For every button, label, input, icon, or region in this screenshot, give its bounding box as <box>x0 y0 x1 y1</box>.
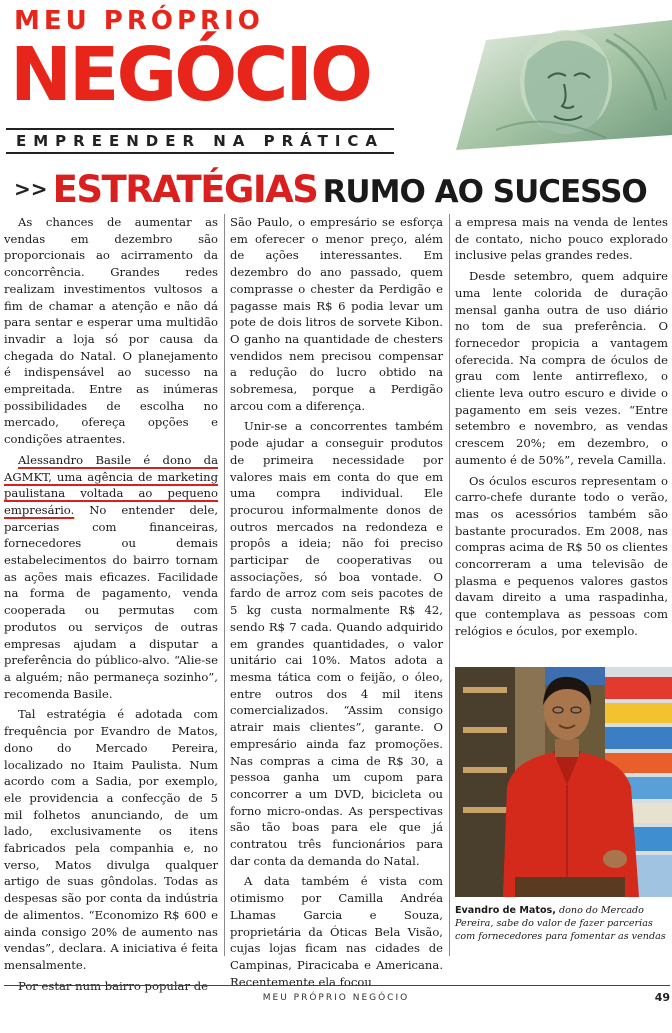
page-number: 49 <box>654 991 670 1004</box>
paragraph: Os óculos escuros representam o carro-chefe durante todo o verão, mas os acessórios também são bastante procurados. Em 2008, nas compras acima de R$ 50 os clientes concorreram a uma televisão de plasma e pequenos valores gastos davam direito a uma raspadinha, que contemplava as pessoas com relógios e óculos, por exemplo. <box>455 473 668 638</box>
shopkeeper-photo <box>455 667 672 897</box>
article-column-2 <box>230 214 443 990</box>
logo-tagline: EMPREENDER NA PRÁTICA <box>16 132 385 150</box>
caption-name: Evandro de Matos, <box>455 905 556 916</box>
paragraph: São Paulo, o empresário se esforça em oferecer o menor preço, além de ações interessantes. Em dezembro do ano passado, quem comprasse o chester da Perdigão e pagasse mais R$ 6 podia levar um pote de dois litros de sorvete Kibon. O ganho na quantidade de chesters vendidos nem precisou compensar a redução do lucro obtido na sobremesa, porque a Perdigão arcou com a diferença. <box>230 215 443 413</box>
magazine-logo <box>6 4 394 148</box>
logo-top-line: MEU PRÓPRIO <box>14 6 264 36</box>
footer-rule <box>4 985 670 986</box>
photo-caption <box>455 904 670 943</box>
article-headline <box>14 168 664 218</box>
paragraph <box>4 452 218 703</box>
paragraph: a empresa mais na venda de lentes de contato, nicho pouco explorado inclusive pelas grandes redes. <box>455 215 668 263</box>
paragraph: A data também é vista com otimismo por Camilla Andréa Lhamas Garcia e Souza, proprietária da Óticas Bela Visão, cujas lojas ficam nas cidades de Campinas, Piracicaba e Americana. Recentemente ela focou <box>230 874 443 989</box>
paragraph: Unir-se a concorrentes também pode ajudar a conseguir produtos de primeira necessidade por valores mais em conta do que em uma compra individual. Ele procurou informalmente donos de outros mercados na redondeza e propôs a ideia; não foi preciso participar de cooperativas ou associações, só boa vontade. O fardo de arroz com seis pacotes de 5 kg custa normalmente R$ 42, sendo R$ 7 cada. Quando adquirido em grandes quantidades, o valor unitário cai 10%. Matos adota a mesma tática com o feijão, o óleo, entre outros dos 4 mil itens comercializados. “Assim consigo atrair mais clientes”, garante. O empresário ainda faz promoções. Nas compras a cima de R$ 30, a pessoa ganha um cupom para concorrer a um DVD, bicicleta ou forno micro-ondas. As perspectivas são tão boas para ele que já contratou três funcionários para dar conta da demanda do Natal. <box>230 419 443 868</box>
logo-rule-top <box>6 128 394 130</box>
paragraph: Tal estratégia é adotada com frequência por Evandro de Matos, dono do Mercado Pereira, localizado no Itaim Paulista. Num acordo com a Sadia, por exemplo, ele providencia a confecção de 5 mil folhetos anunciando, de um lado, exclusivamente os itens fabricados pela companhia e, no verso, Matos divulga qualquer artigo de suas gôndolas. Todas as despesas são por conta da indústria de alimentos. “Economizo R$ 600 e ainda consigo 20% de aumento nas vendas”, declara. A iniciativa é feita mensalmente. <box>4 707 218 972</box>
column-divider <box>449 214 450 956</box>
caption-text: dono do Mercado Pereira, sabe do valor de fazer parcerias com fornecedores para fomentar as vendas <box>455 905 666 942</box>
paragraph-continuation: No entender dele, parcerias com financeiras, fornecedores ou demais estabelecimentos do bairro tornam as ações mais eficazes. Facilidade na forma de pagamento, venda cooperada ou permutas com produtos ou serviços de outras empresas ajudam a disputar a preferência do público-alvo. “Alie-se a alguém; não permaneça sozinho”, recomenda Basile. <box>4 502 218 701</box>
logo-main-word: NEGÓCIO <box>10 32 370 118</box>
banknote-illustration <box>456 20 672 150</box>
headline-arrows: >> <box>14 177 48 201</box>
paragraph: As chances de aumentar as vendas em dezembro são proporcionais ao acirramento da concorrência. Grandes redes realizam investimentos vultosos a fim de chamar a atenção e não dá para sentar e esperar uma multidão invadir a loja só por causa da chegada do Natal. O planejamento é indispensável ao sucesso na empreitada. Entre as inúmeras possibilidades de escolha no mercado, ofereça opções e condições atraentes. <box>4 215 218 447</box>
paragraph: Desde setembro, quem adquire uma lente colorida de duração mensal ganha outra de uso diário no tom de sua preferência. O fornecedor propicia a vantagem oferecida. Na compra de óculos de grau com lente antirreflexo, o cliente leva outro escuro e divide o pagamento em seis vezes. “Entre setembro e novembro, as vendas crescem 20%; em dezembro, o aumento é de 50%”, revela Camilla. <box>455 269 668 467</box>
masthead <box>0 0 672 150</box>
headline-red-word: ESTRATÉGIAS <box>52 168 318 211</box>
footer-magazine-title: MEU PRÓPRIO NEGÓCIO <box>262 993 410 1003</box>
article-column-3 <box>455 214 668 640</box>
highlighted-sentence: Alessandro Basile é dono da AGMKT, uma agência de marketing paulistana voltada ao pequeno empresário. <box>4 452 218 517</box>
headline-black-words: RUMO AO SUCESSO <box>322 174 647 210</box>
paragraph: Por estar num bairro popular de <box>18 978 208 993</box>
column-divider <box>224 214 225 956</box>
article-column-1 <box>4 214 218 994</box>
logo-rule-bottom <box>6 152 394 154</box>
